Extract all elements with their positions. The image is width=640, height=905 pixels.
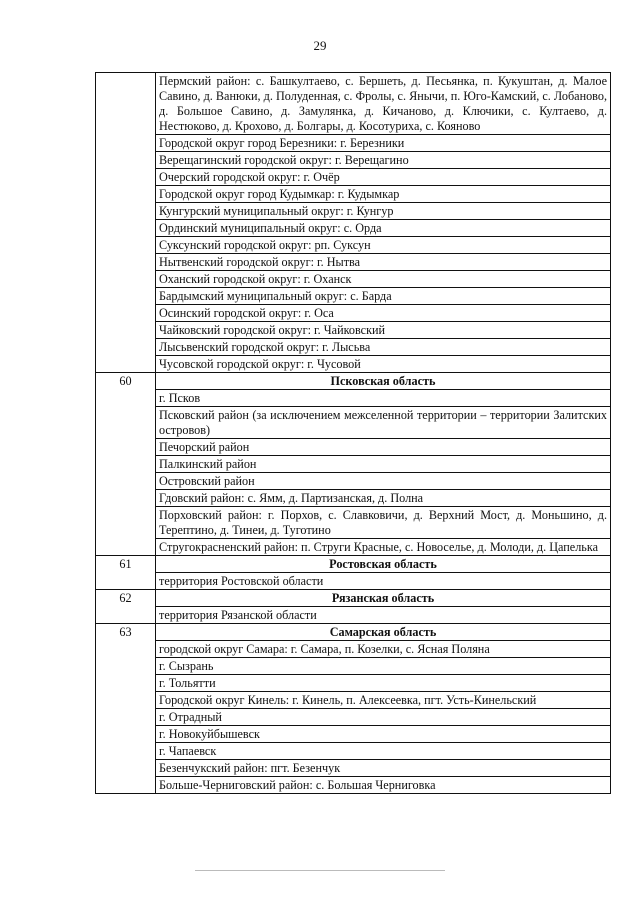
region-number: 63 (96, 624, 156, 794)
table-row (96, 288, 611, 305)
settlement-cell: территория Рязанской области (156, 607, 611, 624)
table-row (96, 237, 611, 254)
settlements-table (95, 72, 611, 794)
settlement-cell: Пермский район: с. Башкултаево, с. Бершеть, д. Песьянка, п. Кукуштан, д. Малое Савино, д. Ванюки, д. Полуденная, с. Фролы, с. Янычи, п. Юго-Камский, с. Лобаново, д. Большое Савино, д. Замулянка, д. Кичаново, д. Ключики, с. Култаево, д. Нестюково, д. Крохово, д. Болгары, д. Косотуриха, с. Кояново (156, 73, 611, 135)
region-header-row (96, 373, 611, 390)
settlement-cell: Безенчукский район: пгт. Безенчук (156, 760, 611, 777)
settlement-cell: Чусовской городской округ: г. Чусовой (156, 356, 611, 373)
region-number: 62 (96, 590, 156, 624)
settlement-cell: г. Чапаевск (156, 743, 611, 760)
table-row (96, 407, 611, 439)
settlement-cell: Гдовский район: с. Ямм, д. Партизанская, д. Полна (156, 490, 611, 507)
table-row (96, 607, 611, 624)
settlement-cell: Оханский городской округ: г. Оханск (156, 271, 611, 288)
region-name: Рязанская область (156, 590, 611, 607)
table-row (96, 539, 611, 556)
settlement-cell: г. Новокуйбышевск (156, 726, 611, 743)
table-row (96, 692, 611, 709)
settlement-cell: Ординский муниципальный округ: с. Орда (156, 220, 611, 237)
settlement-cell: городской округ Самара: г. Самара, п. Козелки, с. Ясная Поляна (156, 641, 611, 658)
settlement-cell: г. Тольятти (156, 675, 611, 692)
settlement-cell: Городской округ город Кудымкар: г. Кудымкар (156, 186, 611, 203)
table-row (96, 169, 611, 186)
settlement-cell: Осинский городской округ: г. Оса (156, 305, 611, 322)
settlement-cell: Псковский район (за исключением межселенной территории – территории Залитских островов) (156, 407, 611, 439)
settlement-cell: Кунгурский муниципальный округ: г. Кунгур (156, 203, 611, 220)
table-row (96, 339, 611, 356)
settlement-cell: Печорский район (156, 439, 611, 456)
settlement-cell: Островский район (156, 473, 611, 490)
settlement-cell: Городской округ город Березники: г. Березники (156, 135, 611, 152)
settlement-cell: территория Ростовской области (156, 573, 611, 590)
settlement-cell: Порховский район: г. Порхов, с. Славковичи, д. Верхний Мост, д. Моньшино, д. Терептино, д. Тинеи, д. Туготино (156, 507, 611, 539)
table-row (96, 439, 611, 456)
table-row (96, 658, 611, 675)
settlement-cell: Больше-Черниговский район: с. Большая Черниговка (156, 777, 611, 794)
settlement-cell: Чайковский городской округ: г. Чайковский (156, 322, 611, 339)
settlement-cell: г. Сызрань (156, 658, 611, 675)
region-name: Псковская область (156, 373, 611, 390)
table-row (96, 726, 611, 743)
table-row (96, 709, 611, 726)
settlement-cell: Очерский городской округ: г. Очёр (156, 169, 611, 186)
region-name: Самарская область (156, 624, 611, 641)
table-row (96, 473, 611, 490)
table-row (96, 641, 611, 658)
settlement-cell: Бардымский муниципальный округ: с. Барда (156, 288, 611, 305)
region-header-row (96, 590, 611, 607)
table-row (96, 675, 611, 692)
table-row (96, 356, 611, 373)
page-number: 29 (313, 38, 327, 53)
table-row (96, 186, 611, 203)
settlement-cell: Верещагинский городской округ: г. Верещагино (156, 152, 611, 169)
settlement-cell: Стругокрасненский район: п. Струги Красные, с. Новоселье, д. Молоди, д. Цапелька (156, 539, 611, 556)
table-row (96, 220, 611, 237)
region-number (96, 73, 156, 373)
table-row (96, 743, 611, 760)
table-row (96, 777, 611, 794)
settlement-cell: Суксунский городской округ: рп. Суксун (156, 237, 611, 254)
settlement-cell: Нытвенский городской округ: г. Нытва (156, 254, 611, 271)
table-row (96, 456, 611, 473)
table-row (96, 490, 611, 507)
region-header-row (96, 624, 611, 641)
table-row (96, 390, 611, 407)
settlement-cell: Городской округ Кинель: г. Кинель, п. Алексеевка, пгт. Усть-Кинельский (156, 692, 611, 709)
table-row (96, 152, 611, 169)
table-row (96, 507, 611, 539)
table-row (96, 573, 611, 590)
table-row (96, 135, 611, 152)
settlement-cell: Лысьвенский городской округ: г. Лысьва (156, 339, 611, 356)
table-row (96, 73, 611, 135)
table-row (96, 271, 611, 288)
table-row (96, 760, 611, 777)
table-row (96, 203, 611, 220)
region-name: Ростовская область (156, 556, 611, 573)
table-row (96, 254, 611, 271)
bottom-rule (195, 870, 445, 871)
table-row (96, 322, 611, 339)
settlement-cell: г. Псков (156, 390, 611, 407)
settlement-cell: Палкинский район (156, 456, 611, 473)
settlement-cell: г. Отрадный (156, 709, 611, 726)
region-number: 61 (96, 556, 156, 590)
region-number: 60 (96, 373, 156, 556)
region-header-row (96, 556, 611, 573)
table-row (96, 305, 611, 322)
